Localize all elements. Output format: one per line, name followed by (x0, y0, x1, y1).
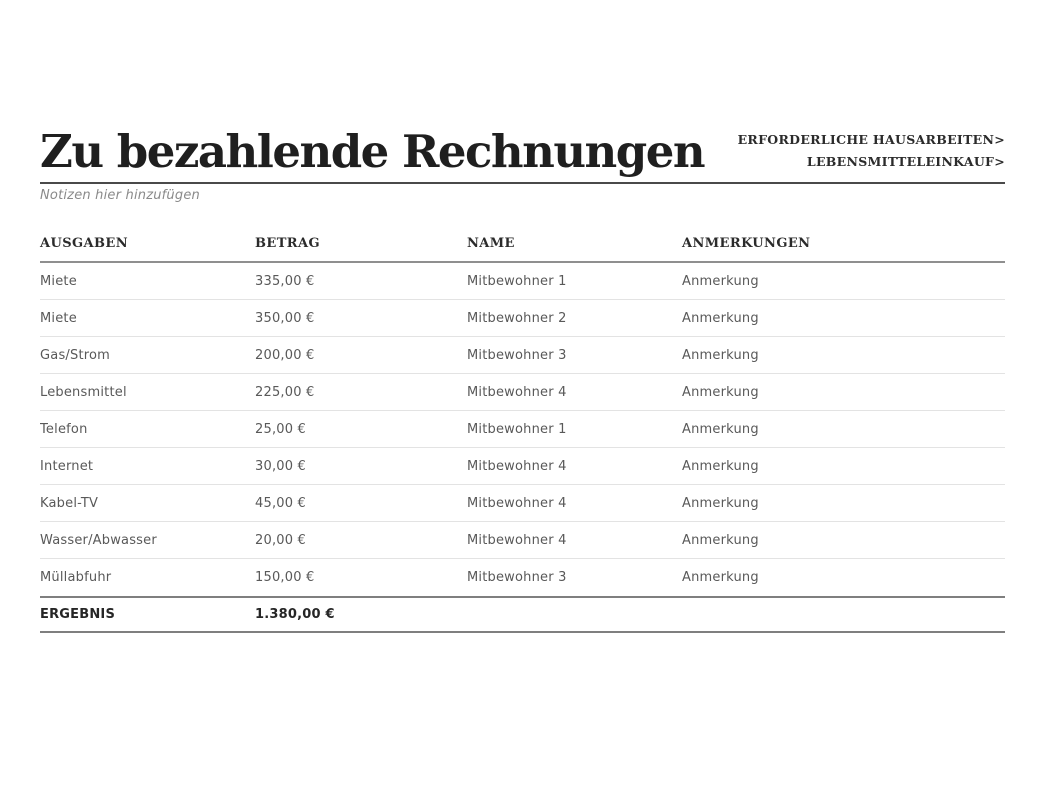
total-row (40, 596, 1005, 633)
table-row (40, 559, 1005, 596)
cell-ausgaben[interactable]: Miete (40, 273, 77, 289)
cell-name[interactable]: Mitbewohner 4 (467, 384, 567, 400)
table-row (40, 337, 1005, 374)
bill-tracker-page (40, 0, 1005, 633)
table-row (40, 411, 1005, 448)
cell-ausgaben[interactable]: Internet (40, 458, 94, 474)
cell-betrag[interactable]: 20,00 € (255, 532, 307, 548)
total-label-cell[interactable]: ERGEBNIS (40, 607, 116, 623)
cell-name[interactable]: Mitbewohner 3 (467, 570, 567, 586)
cell-name[interactable]: Mitbewohner 4 (467, 495, 567, 511)
cell-betrag[interactable]: 335,00 € (255, 273, 315, 289)
cell-name[interactable]: Mitbewohner 4 (467, 458, 567, 474)
cell-betrag[interactable]: 225,00 € (255, 384, 315, 400)
cell-betrag[interactable]: 350,00 € (255, 310, 315, 326)
cell-anmerkungen[interactable]: Anmerkung (682, 310, 759, 326)
cell-name[interactable]: Mitbewohner 1 (467, 273, 567, 289)
table-row (40, 263, 1005, 300)
total-amount-cell[interactable]: 1.380,00 € (255, 607, 335, 623)
cell-anmerkungen[interactable]: Anmerkung (682, 347, 759, 363)
table-row (40, 522, 1005, 559)
page-header (40, 125, 1005, 184)
cell-anmerkungen[interactable]: Anmerkung (682, 532, 759, 548)
sheet-nav (738, 129, 1005, 175)
nav-link-erforderliche-hausarbeiten[interactable]: ERFORDERLICHE HAUSARBEITEN> (737, 132, 1005, 148)
cell-betrag[interactable]: 25,00 € (255, 421, 307, 437)
table-row (40, 485, 1005, 522)
cell-name[interactable]: Mitbewohner 1 (467, 421, 567, 437)
bills-table (40, 236, 1005, 633)
cell-betrag[interactable]: 45,00 € (255, 495, 307, 511)
table-body (40, 263, 1005, 596)
cell-ausgaben[interactable]: Gas/Strom (40, 347, 111, 363)
column-header-name: NAME (467, 236, 515, 252)
cell-anmerkungen[interactable]: Anmerkung (682, 384, 759, 400)
table-row (40, 300, 1005, 337)
cell-ausgaben[interactable]: Kabel-TV (40, 495, 99, 511)
cell-anmerkungen[interactable]: Anmerkung (682, 421, 759, 437)
cell-betrag[interactable]: 200,00 € (255, 347, 315, 363)
cell-name[interactable]: Mitbewohner 4 (467, 532, 567, 548)
cell-anmerkungen[interactable]: Anmerkung (682, 495, 759, 511)
cell-ausgaben[interactable]: Miete (40, 310, 77, 326)
notes-placeholder[interactable]: Notizen hier hinzufügen (40, 188, 200, 204)
page-title: Zu bezahlende Rechnungen (40, 125, 705, 178)
cell-name[interactable]: Mitbewohner 2 (467, 310, 567, 326)
table-header-row (40, 236, 1005, 263)
cell-betrag[interactable]: 150,00 € (255, 570, 315, 586)
table-row (40, 374, 1005, 411)
cell-ausgaben[interactable]: Telefon (40, 421, 88, 437)
cell-betrag[interactable]: 30,00 € (255, 458, 307, 474)
cell-name[interactable]: Mitbewohner 3 (467, 347, 567, 363)
column-header-ausgaben: AUSGABEN (40, 236, 128, 252)
cell-anmerkungen[interactable]: Anmerkung (682, 273, 759, 289)
cell-anmerkungen[interactable]: Anmerkung (682, 458, 759, 474)
cell-anmerkungen[interactable]: Anmerkung (682, 570, 759, 586)
table-row (40, 448, 1005, 485)
cell-ausgaben[interactable]: Wasser/Abwasser (40, 532, 157, 548)
cell-ausgaben[interactable]: Lebensmittel (40, 384, 127, 400)
column-header-anmerkungen: ANMERKUNGEN (682, 236, 811, 252)
cell-ausgaben[interactable]: Müllabfuhr (40, 570, 112, 586)
column-header-betrag: BETRAG (255, 236, 320, 252)
nav-link-lebensmitteleinkauf[interactable]: LEBENSMITTELEINKAUF> (806, 154, 1005, 170)
